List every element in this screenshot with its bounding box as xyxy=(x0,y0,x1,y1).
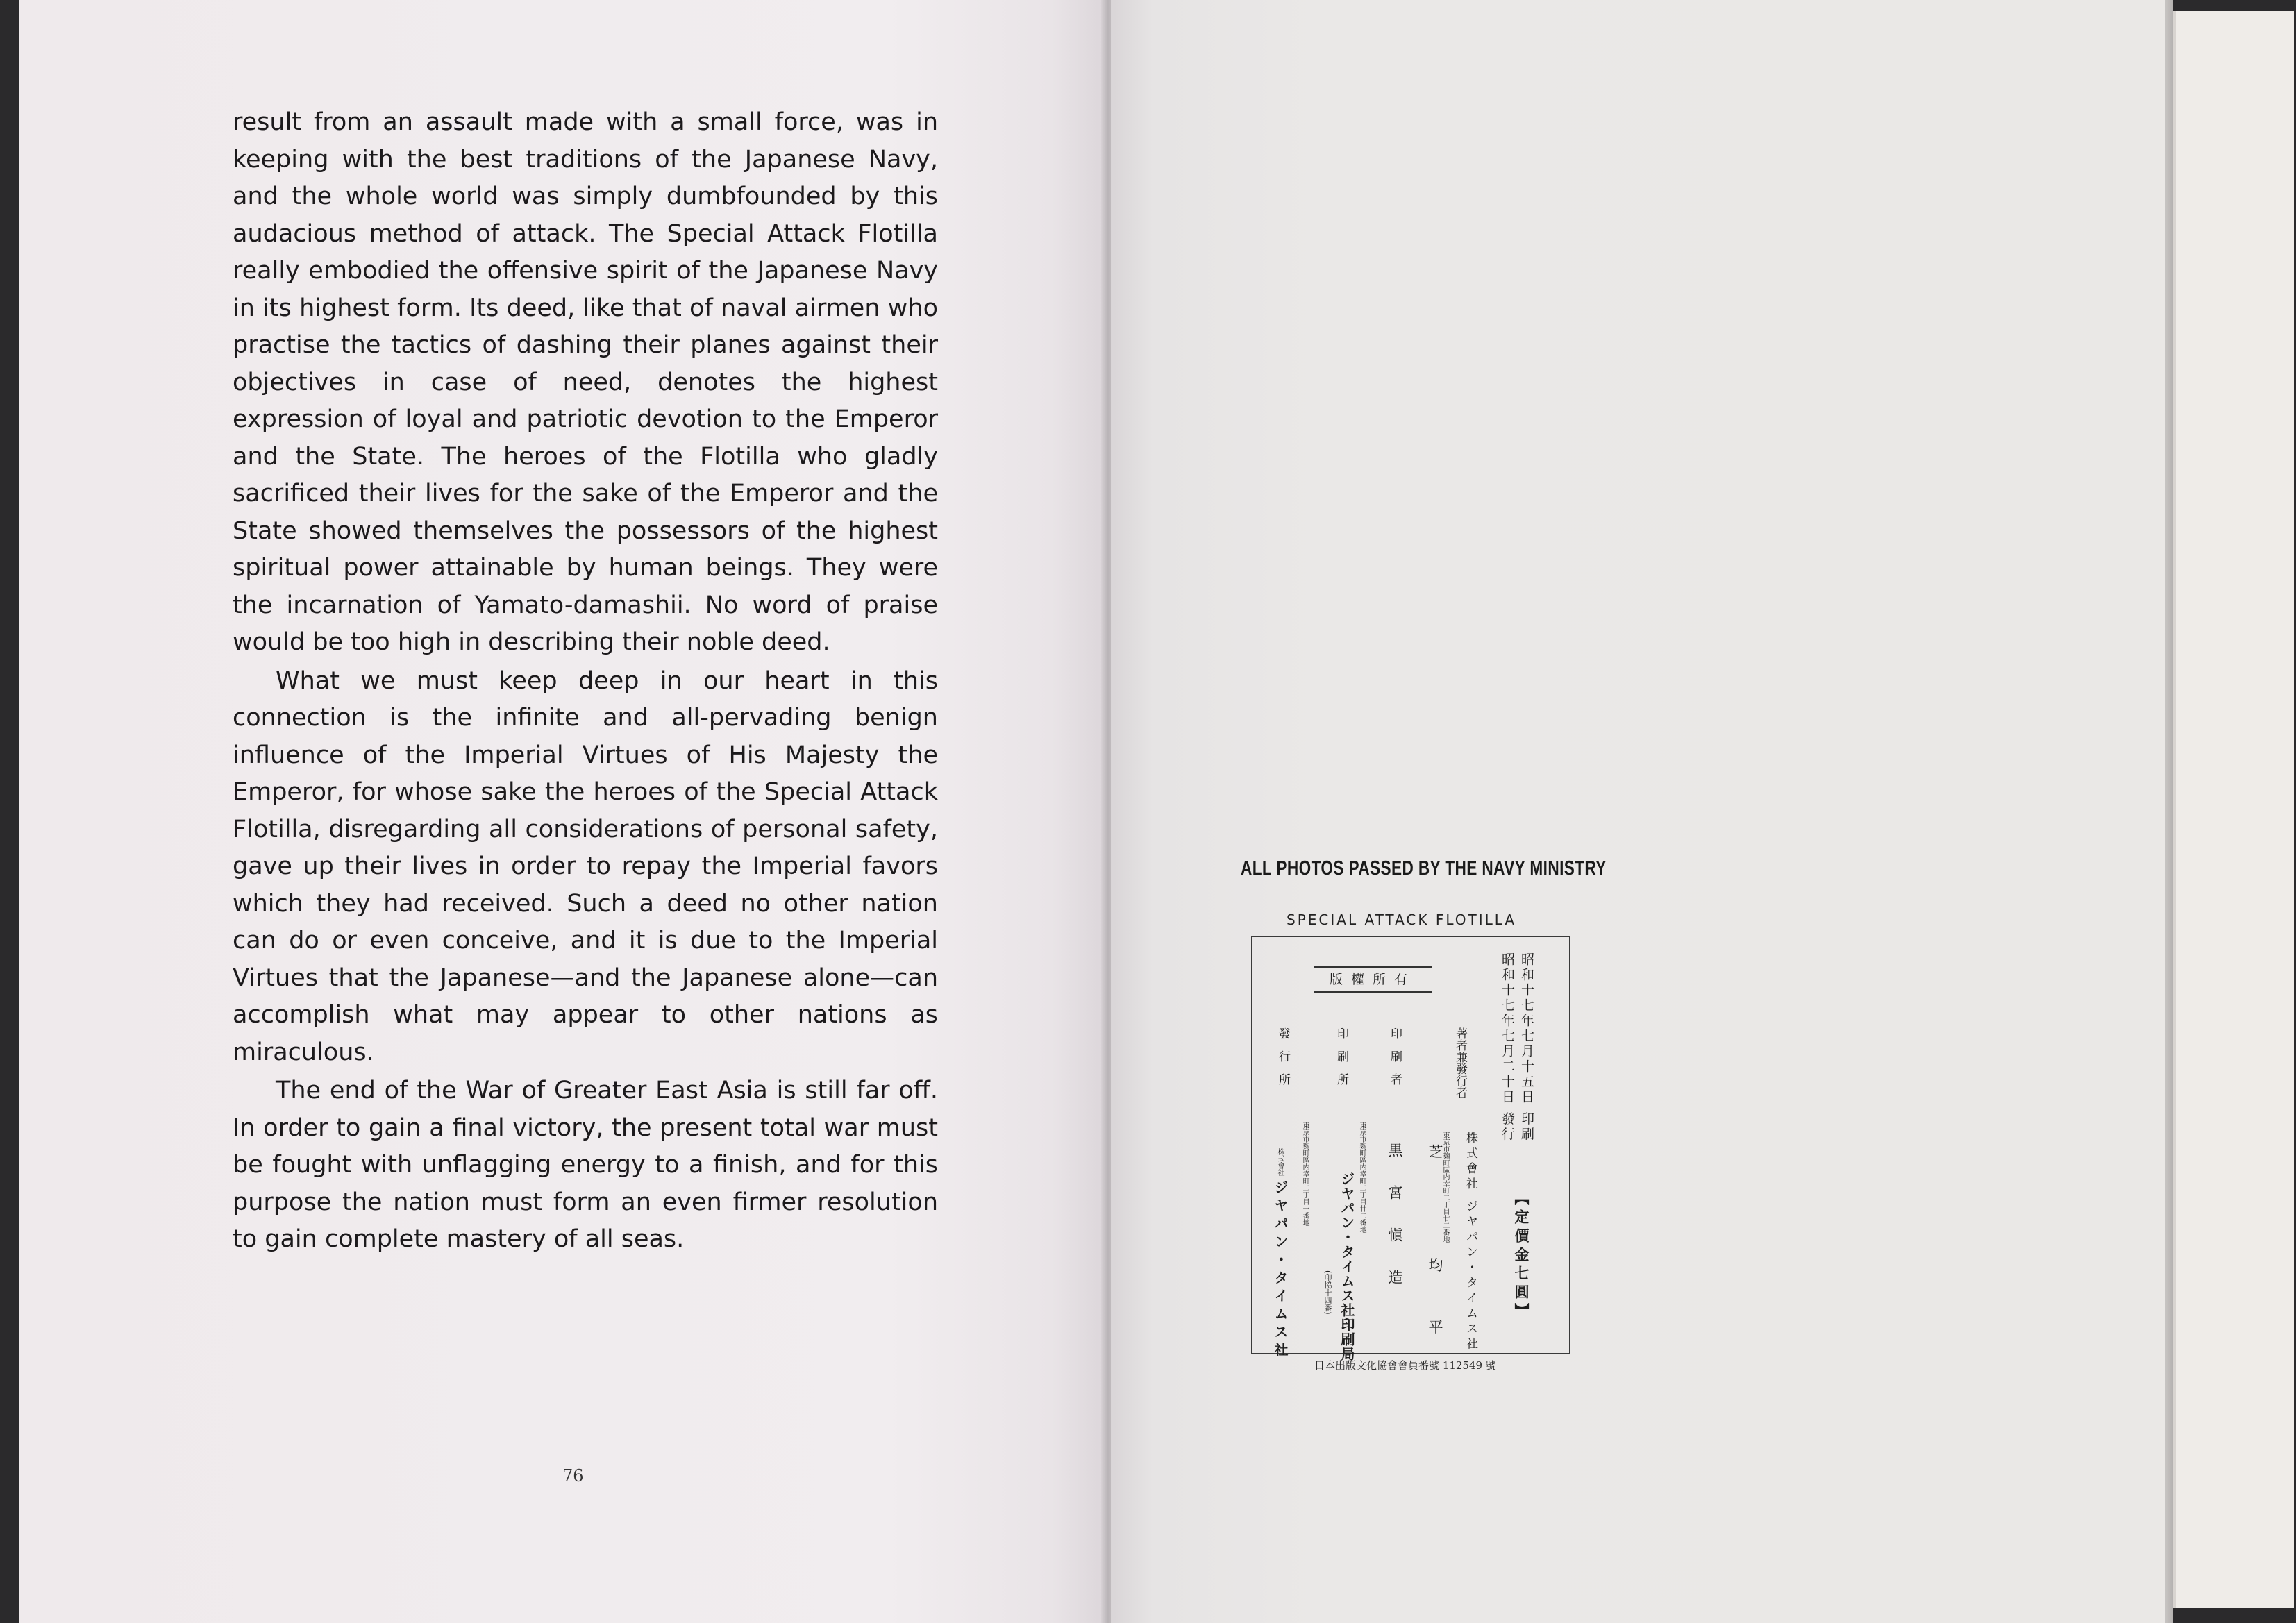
printer-name: 黒宮愼造 xyxy=(1386,1143,1403,1312)
author-name: 芝 均平 xyxy=(1427,1144,1443,1381)
printer-address: 東京市麹町區内幸町二丁目廿二番地 xyxy=(1358,1122,1366,1233)
printshop-name: ジヤパン・タイムス社印刷局 xyxy=(1339,1172,1355,1361)
printshop-label: 印刷所 xyxy=(1334,1027,1348,1096)
publisher-name: ジヤパン・タイムス社 xyxy=(1272,1180,1289,1361)
author-label: 著者兼發行者 xyxy=(1453,1027,1467,1098)
book-title: SPECIAL ATTACK FLOTILLA xyxy=(1287,911,1517,928)
publisher-prefix: 株式會社 xyxy=(1276,1148,1284,1176)
issue-date: 昭和十七年七月二十日 發行 xyxy=(1500,952,1515,1143)
body-text xyxy=(233,104,938,1259)
association-number: 日本出版文化協會會員番號 112549 號 xyxy=(1314,1359,1496,1372)
page-edge xyxy=(2165,0,2173,1623)
page-number: 76 xyxy=(562,1466,584,1486)
paragraph-1: result from an assault made with a small force, was in keeping with the best traditions of the Japanese Navy, and the whole world was simply dumbfounded by this audacious method of attack. The Special Attack Flotilla really embodied the offensive spirit of the Japanese Navy in its highest form. Its deed, like that of naval airmen who practise the tactics of dashing their planes against their objectives in case of need, denotes the highest expression of loyal and patriotic devotion to the Emperor and the State. The heroes of the Flotilla who gladly sacrificed their lives for the sake of the Emperor and the State showed themselves the possessors of the highest spiritual power attainable by human beings. They were the incarnation of Yamato-damashii. No word of praise would be too high in describing their noble deed. xyxy=(233,108,938,656)
printer-label: 印刷者 xyxy=(1388,1027,1402,1096)
print-date: 昭和十七年七月十五日 印刷 xyxy=(1519,952,1534,1143)
back-cover-board xyxy=(2173,11,2294,1608)
price: 【定價金七圓】 xyxy=(1513,1191,1530,1322)
publisher-address: 東京市麹町區内幸町二丁目一番地 xyxy=(1301,1122,1309,1226)
author-address: 東京市麹町區内幸町二丁目廿二番地 xyxy=(1441,1132,1449,1243)
paragraph-3: The end of the War of Greater East Asia is still far off. In order to gain a final victory, the present total war must be fought with unflagging energy to a finish, and for this purpose the nation must form an even firmer resolution to gain complete mastery of all seas. xyxy=(233,1077,938,1253)
right-page xyxy=(1111,0,2166,1623)
publisher-label: 發行所 xyxy=(1276,1027,1290,1096)
photos-note: ALL PHOTOS PASSED BY THE NAVY MINISTRY xyxy=(1241,857,1607,880)
printshop-note: (印協十四番) xyxy=(1323,1270,1332,1315)
paragraph-2: What we must keep deep in our heart in this connection is the infinite and all-pervading benign influence of the Imperial Virtues of His Majesty the Emperor, for whose sake the heroes of the Special Attack Flotilla, disregarding all considerations of personal safety, gave up their lives in order to repay the Imperial favors which they had received. Such a deed no other nation can do or even conceive, and it is due to the Imperial Virtues that the Japanese—and the Japanese alone—can accomplish what may appear to other nations as miraculous. xyxy=(233,666,938,1066)
author-company: 株式會社 ジヤパン・タイムス社 xyxy=(1464,1132,1477,1353)
rights-reserved: 版權所有 xyxy=(1314,966,1432,993)
